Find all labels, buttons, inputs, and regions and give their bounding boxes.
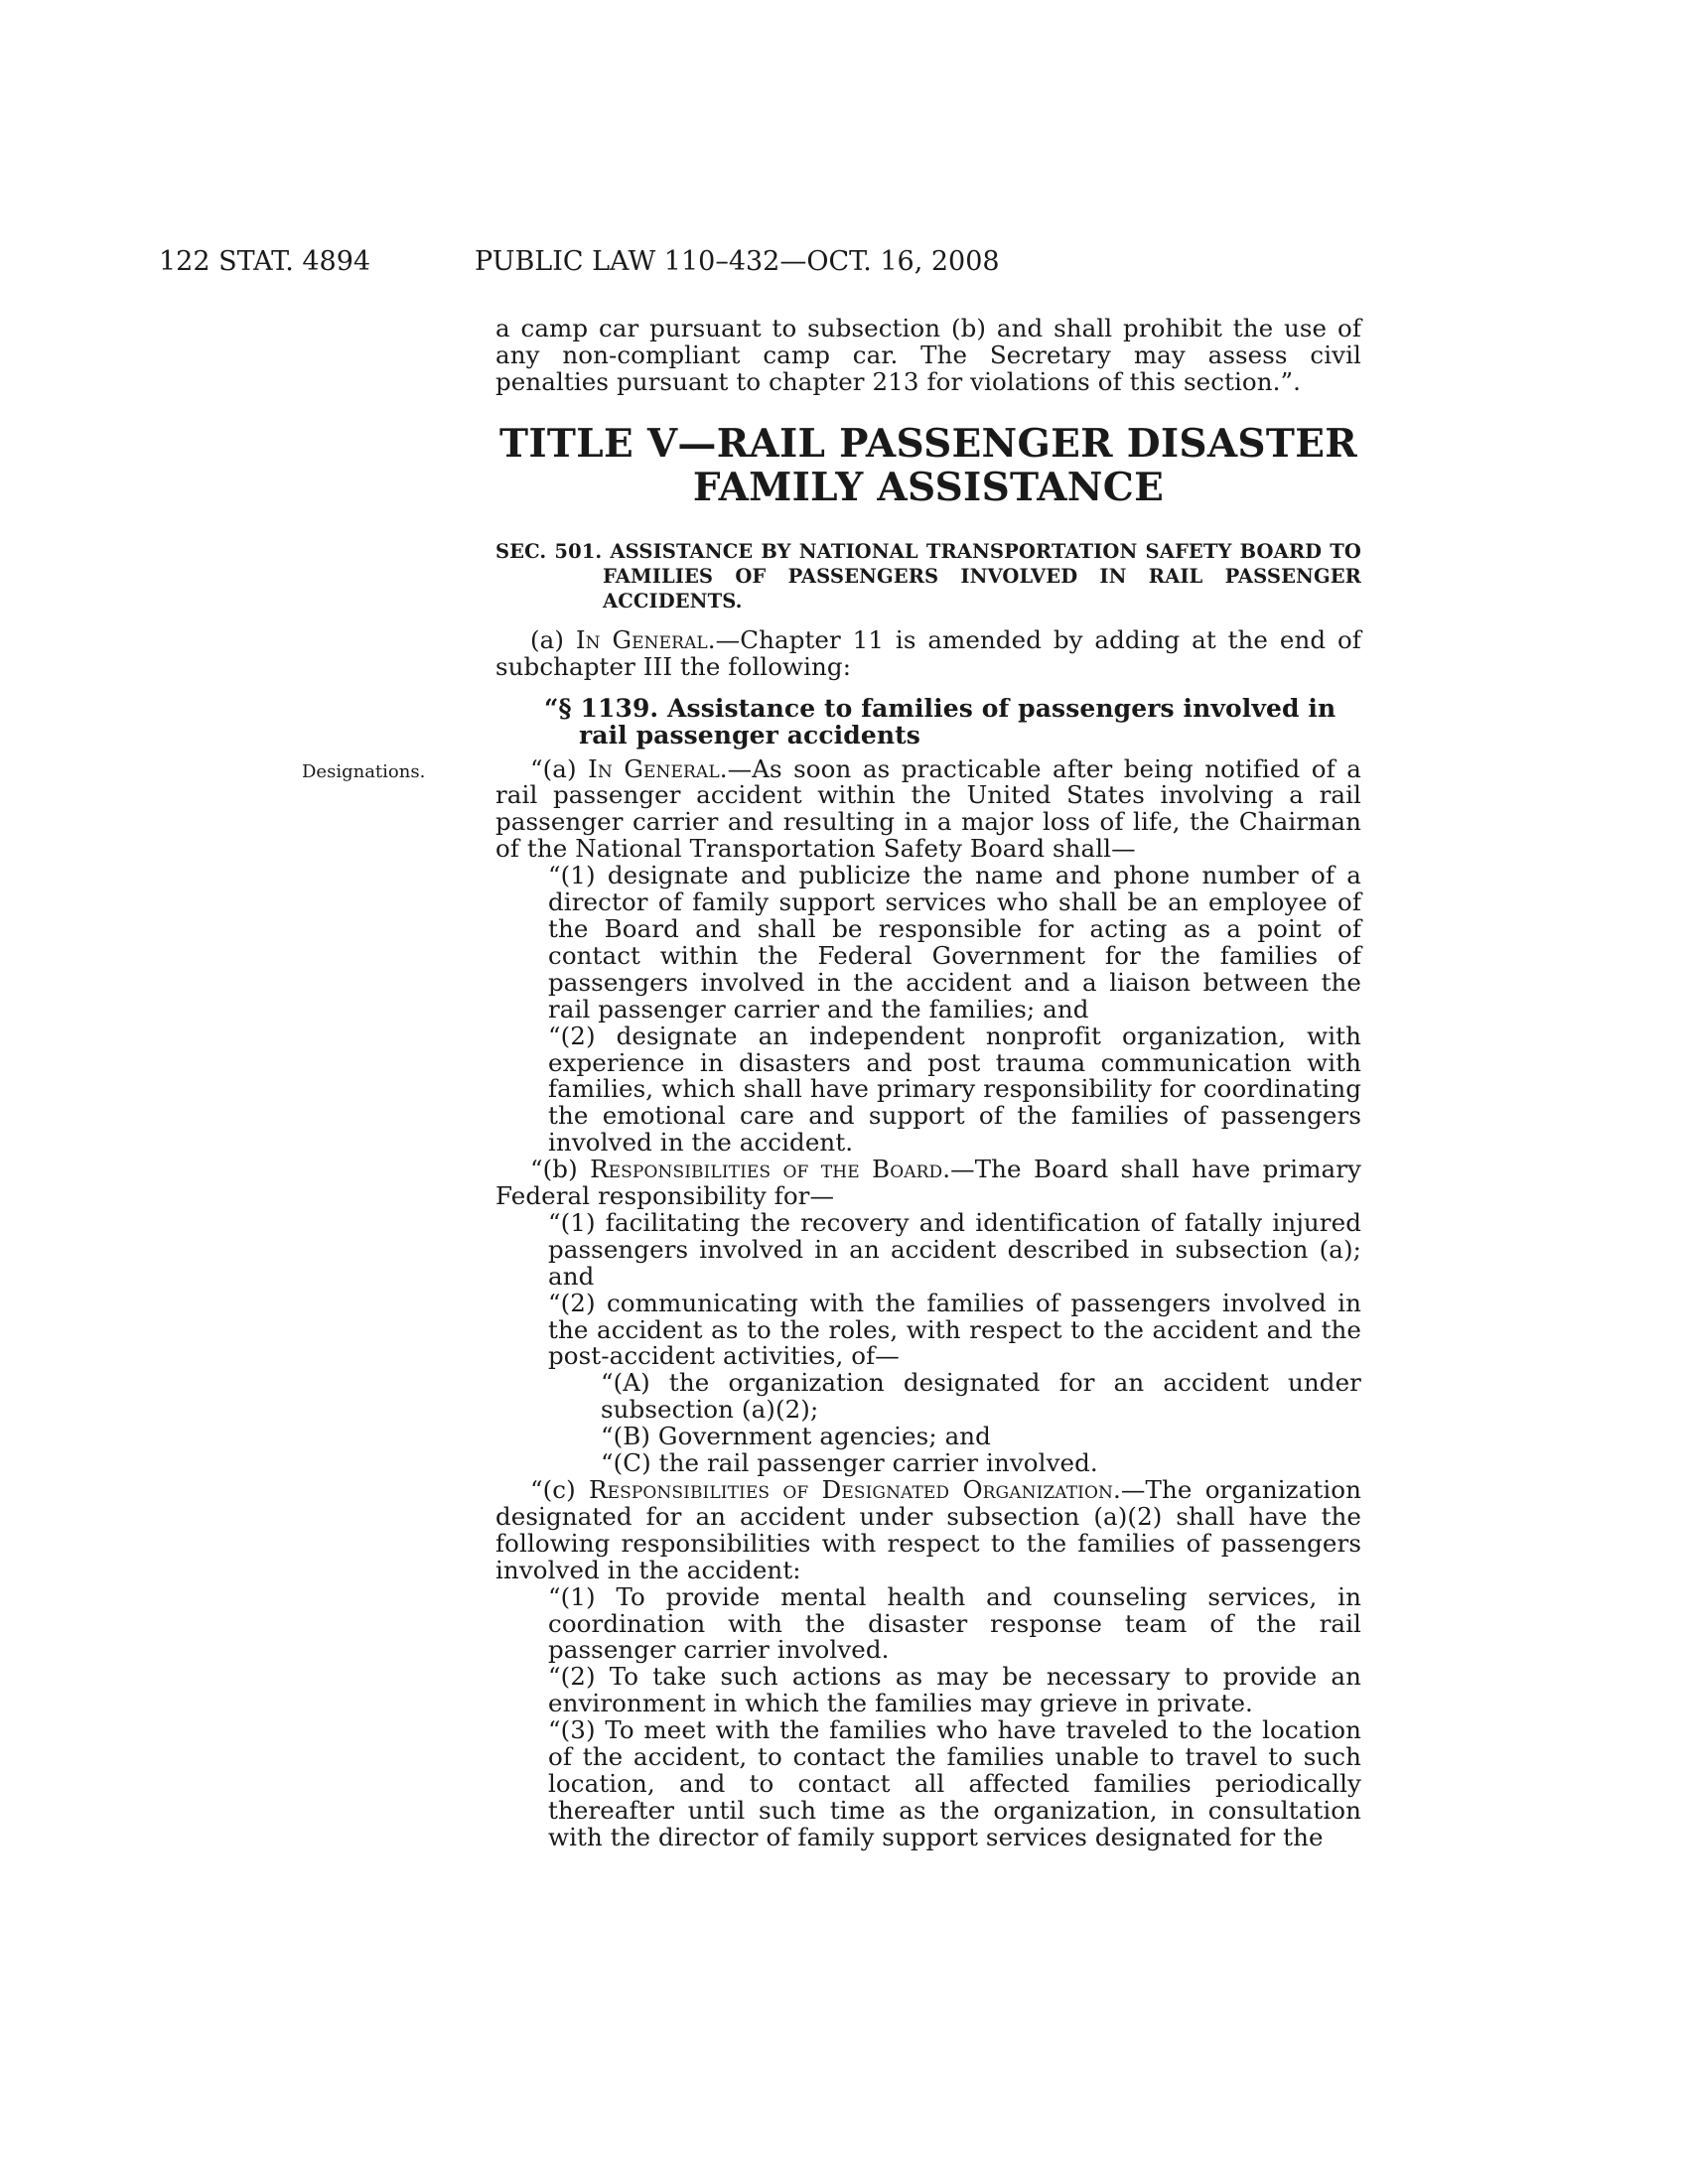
paragraph-c-label: “(c) (530, 1475, 590, 1504)
running-head: PUBLIC LAW 110–432—OCT. 16, 2008 (475, 246, 1000, 277)
paragraph-b-subitem-text: “(B) Government agencies; and (601, 1422, 991, 1451)
title-line-1: TITLE V—RAIL PASSENGER DISASTER (499, 420, 1357, 467)
paragraph-b-text: .—The Board shall have primary Federal responsibility for— (495, 1155, 1361, 1211)
paragraph-b-subitem-text: “(C) the rail passenger carrier involved. (601, 1448, 1098, 1478)
paragraph-a-item (495, 863, 1361, 1023)
paragraph-c-heading: Responsibilities of Designated Organization (589, 1475, 1114, 1504)
page-header (0, 246, 1688, 286)
paragraph-b-subitem (495, 1424, 1361, 1450)
margin-note: Designations. (302, 761, 426, 782)
paragraph-c-text: .—The organization designated for an accident under subsection (a)(2) shall have the following responsibilities with respect to the families of passengers involved in the accident: (495, 1475, 1361, 1584)
statute-page-number: 122 STAT. 4894 (159, 246, 371, 277)
paragraph-b-item (495, 1288, 1361, 1371)
paragraph-b-heading: Responsibilities of the Board (590, 1155, 943, 1184)
subsection-a-text: .—Chapter 11 is amended by adding at the end of subchapter III the following: (495, 624, 1361, 681)
chapter-section-heading: “§ 1139. Assistance to families of passengers involved in rail passenger accidents (544, 693, 1336, 750)
paragraph-c-item (495, 1664, 1361, 1717)
paragraph-b-item-text: “(2) communicating with the families of passengers involved in the accident as to the roles, with respect to the accident and the post-accident activities, of— (548, 1288, 1361, 1371)
section-heading: SEC. 501. ASSISTANCE BY NATIONAL TRANSPORTATION SAFETY BOARD TO FAMILIES OF PASSENGERS INVOLVED IN RAIL PASSENGER ACCIDENTS. (495, 539, 1361, 613)
paragraph-c-item-text: “(3) To meet with the families who have traveled to the location of the accident, to contact the families unable to travel to such location, and to contact all affected families periodically thereafter until such time as the organization, in consultation with the director of family support services designated for the (548, 1715, 1361, 1851)
paragraph-c-item (495, 1581, 1361, 1665)
paragraph-b-item (495, 1207, 1361, 1291)
subsection-a (495, 624, 1361, 681)
paragraph-c-item-text: “(1) To provide mental health and counseling services, in coordination with the disaster response team of the rail passenger carrier involved. (548, 1581, 1361, 1665)
paragraph-b-subitem-text: “(A) the organization designated for an accident under subsection (a)(2); (601, 1368, 1361, 1425)
paragraph-a-text: .—As soon as practicable after being notified of a rail passenger accident within the United States involving a rail passenger carrier and resulting in a major loss of life, the Chairman of the National Transportation Safety Board shall— (495, 753, 1361, 864)
subsection-a-label: (a) (530, 624, 576, 654)
paragraph-b-label: “(b) (530, 1155, 591, 1184)
paragraph-b-item-text: “(1) facilitating the recovery and identification of fatally injured passengers involved in an accident described in subsection (a); and (548, 1207, 1361, 1291)
paragraph-b-subitem (495, 1370, 1361, 1424)
paragraph-a-item-text: “(2) designate an independent nonprofit organization, with experience in disasters and post trauma communication with families, which shall have primary responsibility for coordinating the emotional care and support of the families of passengers involved in the accident. (548, 1021, 1361, 1158)
paragraph-b (495, 1157, 1361, 1210)
paragraph-a-label: “(a) (530, 753, 589, 783)
title-line-2: FAMILY ASSISTANCE (692, 464, 1165, 510)
paragraph-a-item (495, 1021, 1361, 1158)
paragraph-c (495, 1477, 1361, 1584)
paragraph-a (495, 753, 1361, 864)
paragraph-a-heading: In General (588, 753, 720, 783)
subsection-a-heading: In General (575, 624, 708, 654)
paragraph-b-subitem (495, 1450, 1361, 1477)
paragraph-c-item-text: “(2) To take such actions as may be necessary to provide an environment in which the families may grieve in private. (548, 1662, 1361, 1718)
paragraph-c-item (495, 1717, 1361, 1851)
body-text (495, 316, 1361, 1851)
continuation-paragraph: a camp car pursuant to subsection (b) and shall prohibit the use of any non-compliant camp car. The Secretary may assess civil penalties pursuant to chapter 213 for violations of this section.”. (495, 314, 1361, 396)
paragraph-a-item-text: “(1) designate and publicize the name and phone number of a director of family support services who shall be an employee of the Board and shall be responsible for acting as a point of contact within the Federal Government for the families of passengers involved in the accident and a liaison between the rail passenger carrier and the families; and (548, 861, 1361, 1024)
title-heading (495, 422, 1361, 509)
